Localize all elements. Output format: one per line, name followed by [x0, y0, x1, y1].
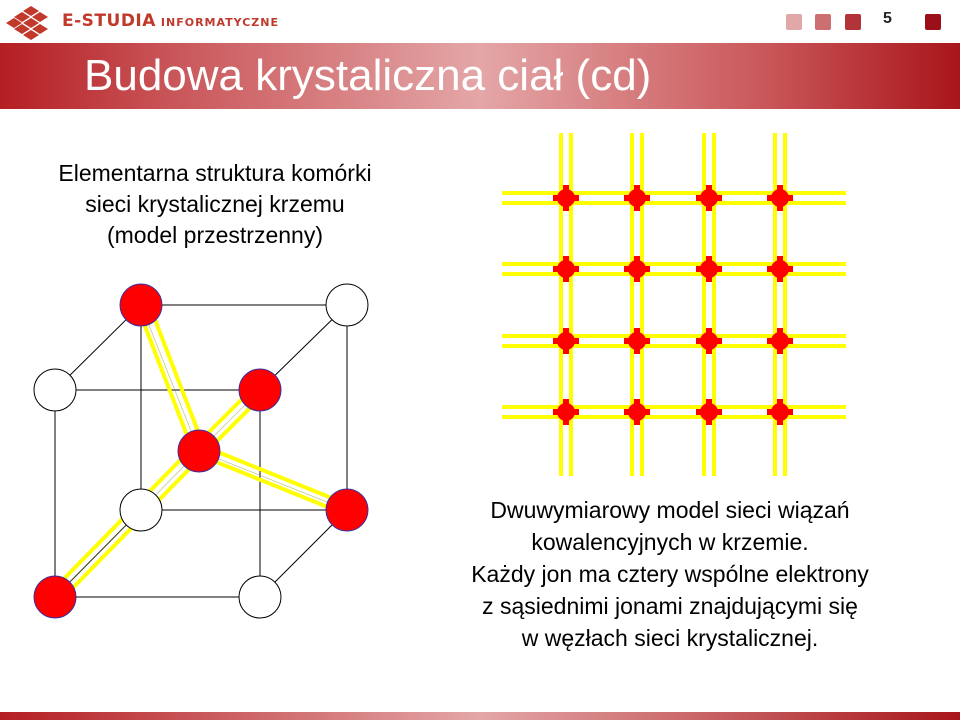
brand-main: E-STUDIA — [62, 11, 156, 31]
right-caption-line-3: Każdy jon ma cztery wspólne elektrony — [471, 561, 869, 587]
brand-name — [62, 11, 279, 31]
brand-sub: INFORMATYCZNE — [160, 16, 279, 29]
atom-red — [120, 284, 162, 326]
atom-white — [120, 489, 162, 531]
atom-white — [239, 576, 281, 618]
atom-red — [34, 576, 76, 618]
right-caption-line-2: kowalencyjnych w krzemie. — [531, 529, 809, 555]
lattice-ions — [557, 189, 789, 421]
left-caption-line-3: (model przestrzenny) — [106, 222, 324, 248]
ion-arms — [553, 185, 793, 425]
atom-red — [178, 430, 220, 472]
left-caption-line-1: Elementarna struktura komórki — [58, 160, 372, 186]
nav-square-3[interactable] — [845, 14, 861, 30]
right-caption — [430, 494, 910, 654]
page-number: 5 — [883, 10, 892, 27]
left-caption-line-2: sieci krystalicznej krzemu — [85, 191, 345, 217]
right-caption-line-1: Dwuwymiarowy model sieci wiązań — [490, 497, 850, 523]
nav-square-2[interactable] — [815, 14, 831, 30]
atom-white — [34, 369, 76, 411]
atom-red — [239, 369, 281, 411]
crystal-cell-diagram — [0, 270, 400, 630]
atom-red — [326, 489, 368, 531]
right-caption-line-4: z sąsiednimi jonami znajdującymi się — [482, 593, 858, 619]
lattice-diagram — [490, 125, 860, 485]
nav-square-1[interactable] — [786, 14, 802, 30]
nav-square-4[interactable] — [925, 14, 941, 30]
footer-band — [0, 712, 960, 720]
lattice-bonds — [502, 133, 846, 476]
slide-title: Budowa krystaliczna ciał (cd) — [84, 51, 652, 100]
left-caption — [0, 158, 430, 251]
logo-icon — [6, 4, 56, 40]
atom-white — [326, 284, 368, 326]
right-caption-line-5: w węzłach sieci krystalicznej. — [521, 625, 819, 651]
